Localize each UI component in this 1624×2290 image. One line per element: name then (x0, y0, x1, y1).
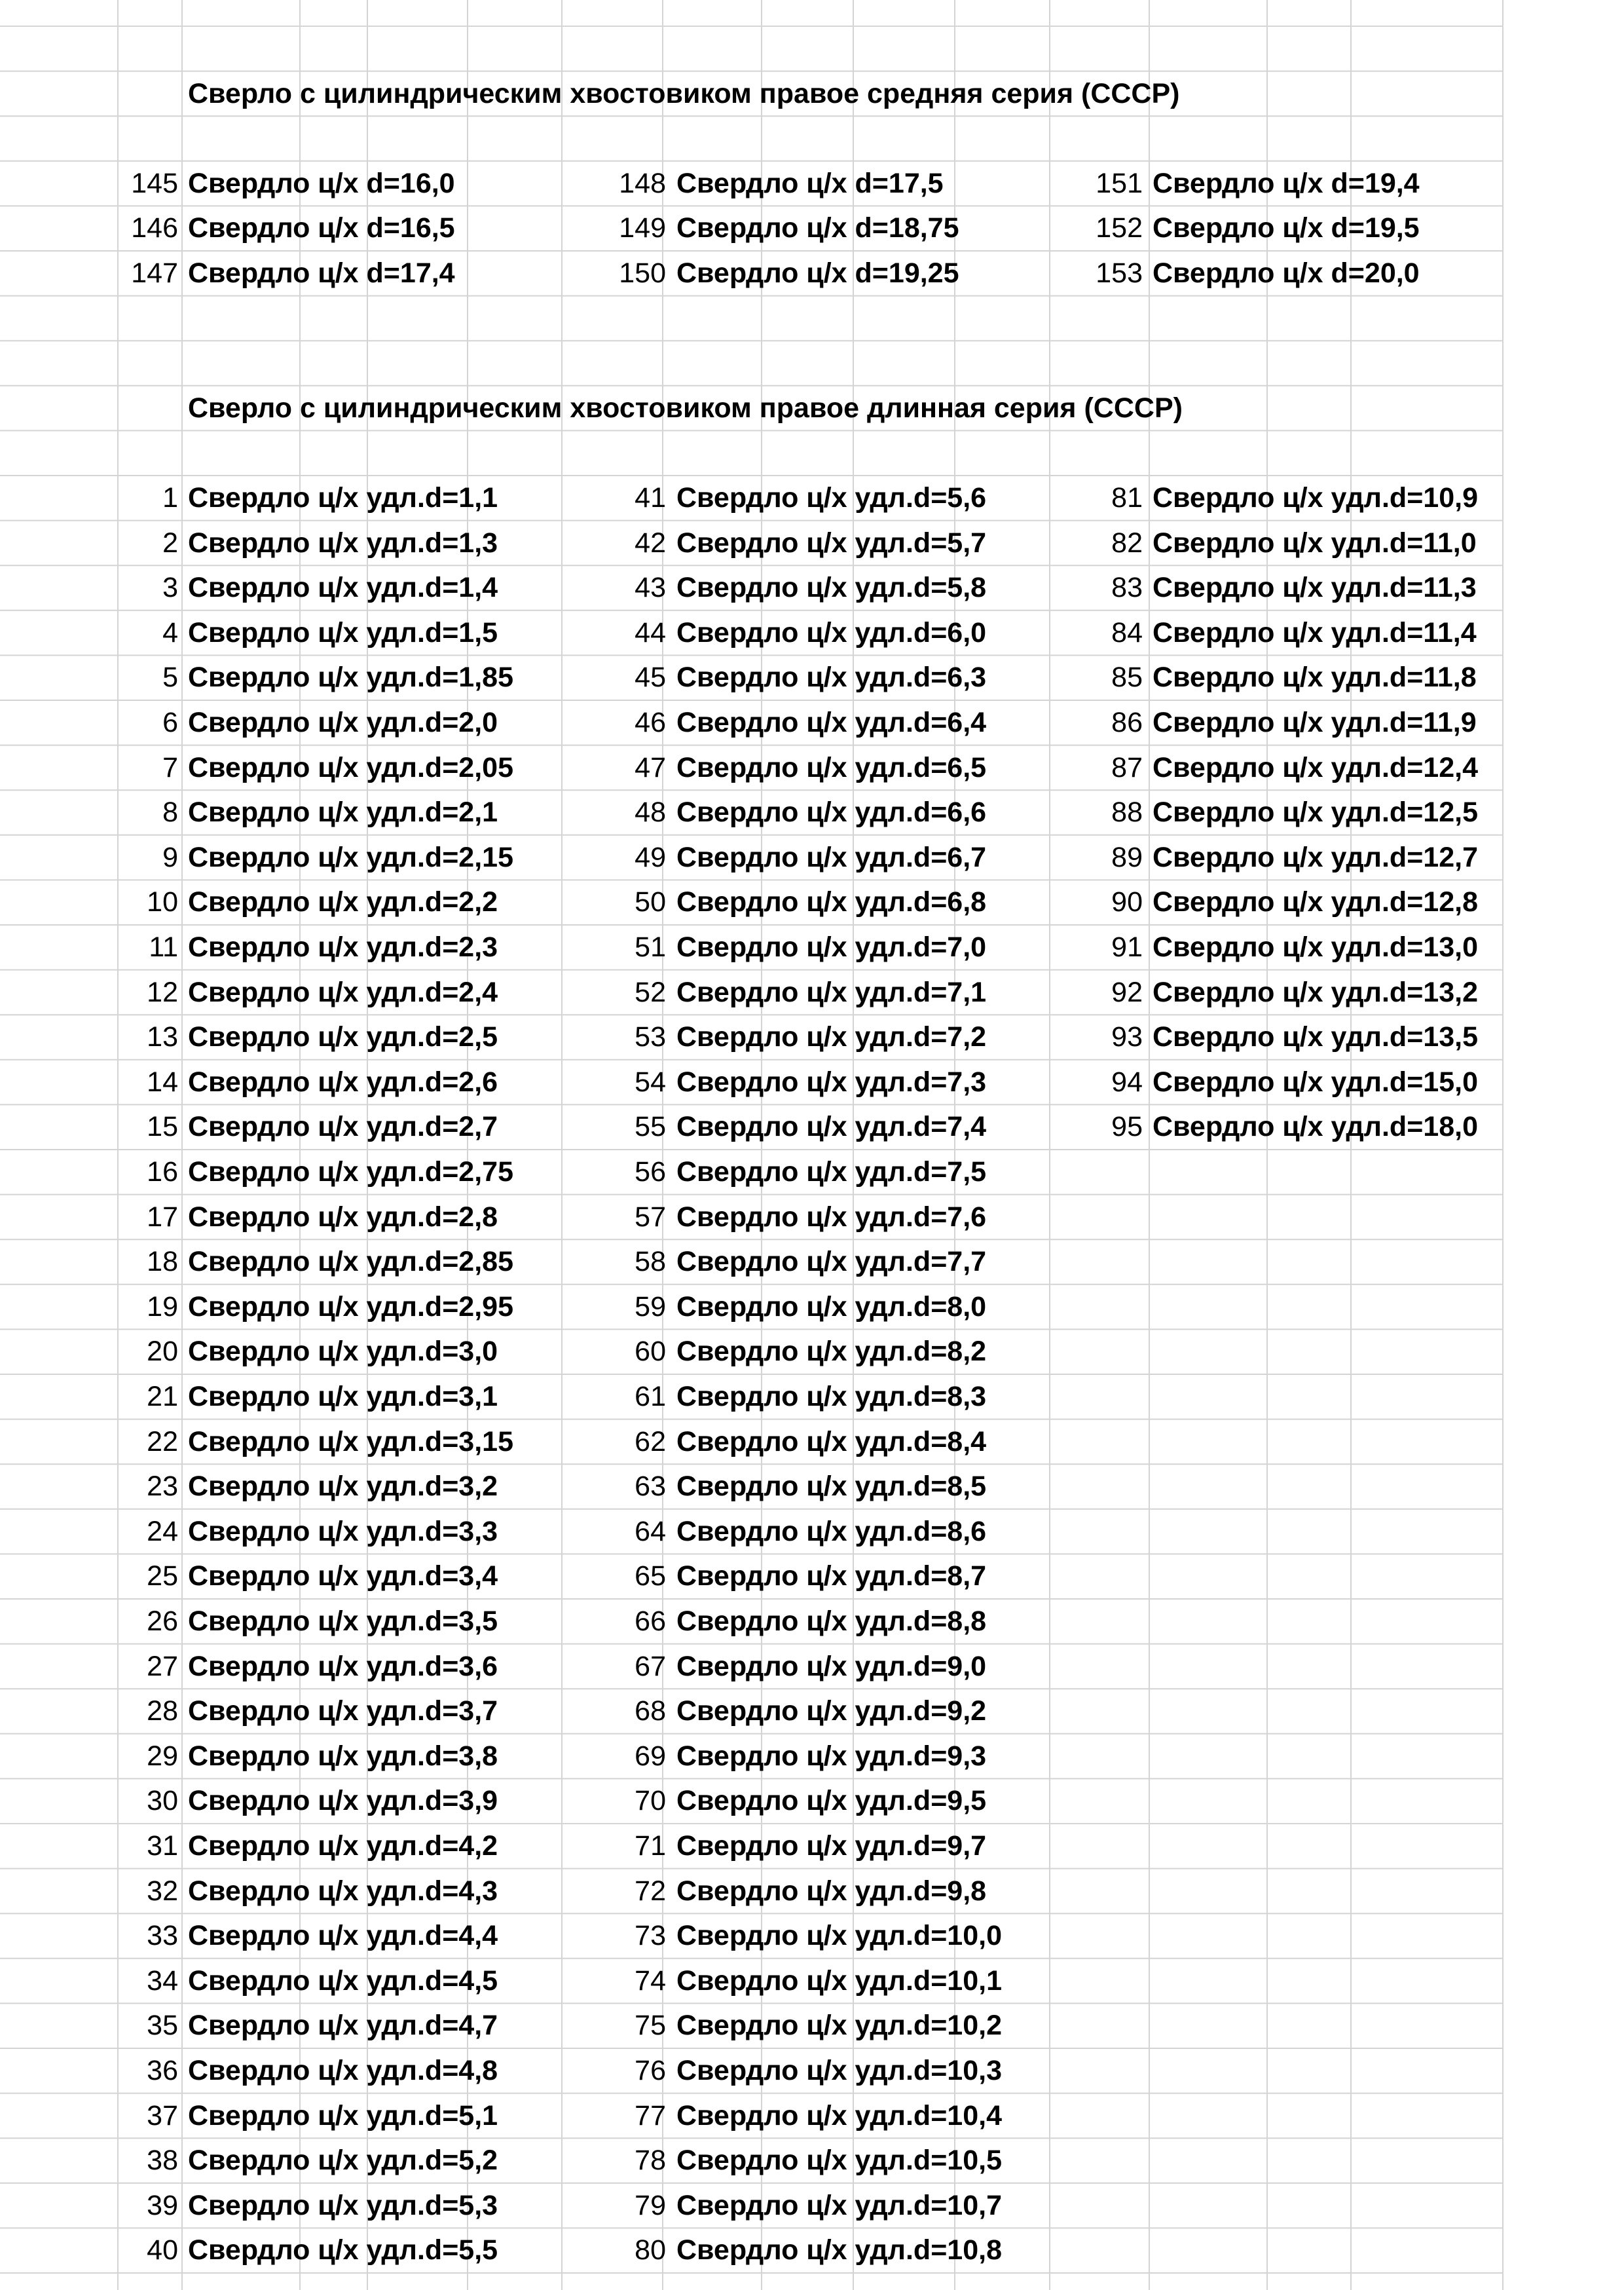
item-number: 32 (147, 1875, 178, 1907)
item-number: 70 (635, 1785, 666, 1817)
item-number: 56 (635, 1156, 666, 1188)
item-number: 4 (162, 616, 178, 648)
item-label: Свердло ц/х удл.d=7,6 (676, 1201, 987, 1233)
item-label: Свердло ц/х удл.d=10,8 (676, 2234, 1002, 2266)
item-number: 6 (162, 707, 178, 738)
item-label: Свердло ц/х удл.d=15,0 (1153, 1066, 1478, 1098)
item-number: 21 (147, 1381, 178, 1412)
item-label: Свердло ц/х удл.d=8,3 (676, 1381, 987, 1412)
item-label: Свердло ц/х удл.d=2,8 (188, 1201, 498, 1233)
item-number: 80 (635, 2234, 666, 2266)
item-label: Свердло ц/х удл.d=3,7 (188, 1695, 498, 1727)
item-number: 151 (1096, 167, 1143, 199)
item-label: Свердло ц/х d=16,0 (188, 167, 455, 199)
item-label: Свердло ц/х удл.d=9,7 (676, 1830, 987, 1862)
item-label: Свердло ц/х удл.d=10,5 (676, 2145, 1002, 2177)
item-label: Свердло ц/х удл.d=2,2 (188, 886, 498, 918)
item-label: Свердло ц/х удл.d=1,85 (188, 662, 513, 694)
item-label: Свердло ц/х удл.d=13,2 (1153, 976, 1478, 1008)
item-number: 33 (147, 1920, 178, 1952)
item-label: Свердло ц/х удл.d=5,3 (188, 2189, 498, 2221)
item-number: 59 (635, 1290, 666, 1323)
item-label: Свердло ц/х удл.d=1,3 (188, 527, 498, 559)
item-label: Свердло ц/х удл.d=4,5 (188, 1964, 498, 1997)
item-number: 3 (162, 572, 178, 604)
item-label: Свердло ц/х удл.d=5,6 (676, 482, 987, 514)
item-number: 60 (635, 1336, 666, 1368)
item-number: 8 (162, 797, 178, 829)
item-label: Свердло ц/х удл.d=3,1 (188, 1381, 498, 1412)
item-number: 58 (635, 1246, 666, 1278)
item-number: 85 (1111, 662, 1143, 694)
item-label: Свердло ц/х удл.d=6,6 (676, 797, 987, 829)
item-label: Свердло ц/х удл.d=3,8 (188, 1740, 498, 1772)
item-label: Свердло ц/х удл.d=6,5 (676, 751, 987, 783)
item-label: Свердло ц/х удл.d=5,7 (676, 527, 987, 559)
item-label: Свердло ц/х удл.d=10,0 (676, 1920, 1002, 1952)
item-number: 54 (635, 1066, 666, 1098)
item-number: 14 (147, 1066, 178, 1098)
item-label: Свердло ц/х d=20,0 (1153, 257, 1420, 289)
item-label: Свердло ц/х удл.d=5,8 (676, 572, 987, 604)
item-number: 28 (147, 1695, 178, 1727)
item-number: 84 (1111, 616, 1143, 648)
item-number: 63 (635, 1471, 666, 1503)
item-number: 13 (147, 1021, 178, 1053)
item-label: Свердло ц/х d=17,5 (676, 167, 944, 199)
item-number: 35 (147, 2010, 178, 2042)
item-label: Свердло ц/х удл.d=2,7 (188, 1111, 498, 1143)
item-number: 61 (635, 1381, 666, 1412)
item-label: Свердло ц/х удл.d=8,8 (676, 1605, 987, 1637)
item-label: Свердло ц/х удл.d=5,1 (188, 2099, 498, 2131)
item-number: 79 (635, 2189, 666, 2221)
item-number: 74 (635, 1964, 666, 1997)
item-number: 83 (1111, 572, 1143, 604)
item-label: Свердло ц/х удл.d=2,1 (188, 797, 498, 829)
item-number: 7 (162, 751, 178, 783)
item-number: 45 (635, 662, 666, 694)
item-label: Свердло ц/х удл.d=7,4 (676, 1111, 987, 1143)
item-label: Свердло ц/х удл.d=8,7 (676, 1560, 987, 1592)
item-label: Свердло ц/х d=19,5 (1153, 212, 1420, 244)
item-number: 62 (635, 1425, 666, 1457)
item-number: 17 (147, 1201, 178, 1233)
item-label: Свердло ц/х удл.d=2,85 (188, 1246, 513, 1278)
item-label: Свердло ц/х удл.d=9,5 (676, 1785, 987, 1817)
item-number: 90 (1111, 886, 1143, 918)
item-number: 24 (147, 1515, 178, 1547)
item-label: Свердло ц/х удл.d=9,0 (676, 1650, 987, 1682)
item-number: 75 (635, 2010, 666, 2042)
item-number: 73 (635, 1920, 666, 1952)
item-number: 81 (1111, 482, 1143, 514)
item-label: Свердло ц/х удл.d=12,8 (1153, 886, 1478, 918)
item-label: Свердло ц/х d=19,25 (676, 257, 959, 289)
item-label: Свердло ц/х удл.d=7,0 (676, 931, 987, 963)
item-number: 51 (635, 931, 666, 963)
item-label: Свердло ц/х удл.d=6,8 (676, 886, 987, 918)
item-label: Свердло ц/х удл.d=5,5 (188, 2234, 498, 2266)
item-number: 46 (635, 707, 666, 738)
item-number: 26 (147, 1605, 178, 1637)
item-number: 72 (635, 1875, 666, 1907)
item-number: 25 (147, 1560, 178, 1592)
item-number: 42 (635, 527, 666, 559)
item-number: 15 (147, 1111, 178, 1143)
item-number: 11 (149, 931, 178, 963)
item-label: Свердло ц/х удл.d=4,7 (188, 2010, 498, 2042)
item-number: 18 (147, 1246, 178, 1278)
item-number: 78 (635, 2145, 666, 2177)
section-title: Сверло с цилиндрическим хвостовиком правое средняя серия (СССР) (188, 77, 1180, 109)
item-label: Свердло ц/х удл.d=7,1 (676, 976, 987, 1008)
item-number: 147 (131, 257, 178, 289)
item-label: Свердло ц/х удл.d=2,95 (188, 1290, 513, 1323)
item-number: 50 (635, 886, 666, 918)
item-number: 5 (162, 662, 178, 694)
item-label: Свердло ц/х удл.d=3,3 (188, 1515, 498, 1547)
item-label: Свердло ц/х удл.d=9,8 (676, 1875, 987, 1907)
item-number: 19 (147, 1290, 178, 1323)
item-label: Свердло ц/х удл.d=11,3 (1153, 572, 1477, 604)
item-number: 29 (147, 1740, 178, 1772)
item-label: Свердло ц/х удл.d=12,5 (1153, 797, 1478, 829)
item-label: Свердло ц/х удл.d=6,7 (676, 841, 987, 873)
item-number: 55 (635, 1111, 666, 1143)
item-number: 146 (131, 212, 178, 244)
item-label: Свердло ц/х удл.d=7,5 (676, 1156, 987, 1188)
item-number: 52 (635, 976, 666, 1008)
item-label: Свердло ц/х d=16,5 (188, 212, 455, 244)
item-number: 150 (619, 257, 666, 289)
item-number: 86 (1111, 707, 1143, 738)
item-label: Свердло ц/х удл.d=4,3 (188, 1875, 498, 1907)
item-label: Свердло ц/х удл.d=1,1 (188, 482, 498, 514)
item-number: 23 (147, 1471, 178, 1503)
item-label: Свердло ц/х удл.d=18,0 (1153, 1111, 1478, 1143)
item-label: Свердло ц/х удл.d=10,2 (676, 2010, 1002, 2042)
item-label: Свердло ц/х удл.d=1,5 (188, 616, 498, 648)
item-label: Свердло ц/х удл.d=2,15 (188, 841, 513, 873)
item-number: 31 (147, 1830, 178, 1862)
item-number: 89 (1111, 841, 1143, 873)
item-number: 22 (147, 1425, 178, 1457)
item-label: Свердло ц/х d=18,75 (676, 212, 959, 244)
item-label: Свердло ц/х удл.d=3,2 (188, 1471, 498, 1503)
item-number: 12 (147, 976, 178, 1008)
item-label: Свердло ц/х удл.d=6,4 (676, 707, 987, 738)
item-number: 34 (147, 1964, 178, 1997)
item-label: Свердло ц/х удл.d=8,2 (676, 1336, 987, 1368)
item-label: Свердло ц/х удл.d=10,1 (676, 1964, 1002, 1997)
item-label: Свердло ц/х удл.d=6,0 (676, 616, 987, 648)
item-number: 91 (1111, 931, 1143, 963)
item-label: Свердло ц/х d=17,4 (188, 257, 455, 289)
item-number: 27 (147, 1650, 178, 1682)
item-number: 93 (1111, 1021, 1143, 1053)
item-label: Свердло ц/х удл.d=9,2 (676, 1695, 987, 1727)
item-number: 149 (619, 212, 666, 244)
item-number: 152 (1096, 212, 1143, 244)
item-label: Свердло ц/х удл.d=2,4 (188, 976, 498, 1008)
item-label: Свердло ц/х удл.d=11,0 (1153, 527, 1477, 559)
item-label: Свердло ц/х удл.d=10,3 (676, 2055, 1002, 2086)
item-number: 94 (1111, 1066, 1143, 1098)
item-label: Свердло ц/х удл.d=11,8 (1153, 662, 1477, 694)
item-number: 49 (635, 841, 666, 873)
item-number: 95 (1111, 1111, 1143, 1143)
item-number: 68 (635, 1695, 666, 1727)
item-number: 76 (635, 2055, 666, 2086)
item-number: 65 (635, 1560, 666, 1592)
item-number: 9 (162, 841, 178, 873)
item-label: Свердло ц/х удл.d=11,9 (1153, 707, 1477, 738)
item-number: 153 (1096, 257, 1143, 289)
item-label: Свердло ц/х удл.d=1,4 (188, 572, 498, 604)
item-number: 16 (147, 1156, 178, 1188)
item-number: 66 (635, 1605, 666, 1637)
item-number: 37 (147, 2099, 178, 2131)
item-number: 64 (635, 1515, 666, 1547)
item-number: 44 (635, 616, 666, 648)
item-number: 57 (635, 1201, 666, 1233)
item-label: Свердло ц/х удл.d=11,4 (1153, 616, 1477, 648)
item-label: Свердло ц/х удл.d=2,0 (188, 707, 498, 738)
item-label: Свердло ц/х удл.d=3,9 (188, 1785, 498, 1817)
item-number: 145 (131, 167, 178, 199)
item-label: Свердло ц/х удл.d=2,75 (188, 1156, 513, 1188)
item-number: 30 (147, 1785, 178, 1817)
item-label: Свердло ц/х d=19,4 (1153, 167, 1420, 199)
item-label: Свердло ц/х удл.d=4,4 (188, 1920, 498, 1952)
item-number: 2 (162, 527, 178, 559)
item-number: 88 (1111, 797, 1143, 829)
item-number: 36 (147, 2055, 178, 2086)
item-label: Свердло ц/х удл.d=4,2 (188, 1830, 498, 1862)
item-label: Свердло ц/х удл.d=3,15 (188, 1425, 513, 1457)
item-label: Свердло ц/х удл.d=2,05 (188, 751, 513, 783)
item-number: 38 (147, 2145, 178, 2177)
item-label: Свердло ц/х удл.d=3,5 (188, 1605, 498, 1637)
item-label: Свердло ц/х удл.d=3,6 (188, 1650, 498, 1682)
item-number: 67 (635, 1650, 666, 1682)
item-label: Свердло ц/х удл.d=2,6 (188, 1066, 498, 1098)
item-number: 82 (1111, 527, 1143, 559)
item-label: Свердло ц/х удл.d=4,8 (188, 2055, 498, 2086)
item-label: Свердло ц/х удл.d=10,4 (676, 2099, 1002, 2131)
item-number: 40 (147, 2234, 178, 2266)
section-title: Сверло с цилиндрическим хвостовиком правое длинная серия (СССР) (188, 392, 1183, 424)
item-number: 41 (635, 482, 666, 514)
item-number: 47 (635, 751, 666, 783)
item-label: Свердло ц/х удл.d=5,2 (188, 2145, 498, 2177)
item-number: 77 (635, 2099, 666, 2131)
item-label: Свердло ц/х удл.d=13,0 (1153, 931, 1478, 963)
item-number: 53 (635, 1021, 666, 1053)
item-label: Свердло ц/х удл.d=8,6 (676, 1515, 987, 1547)
item-number: 43 (635, 572, 666, 604)
item-label: Свердло ц/х удл.d=8,4 (676, 1425, 987, 1457)
item-number: 71 (635, 1830, 666, 1862)
item-label: Свердло ц/х удл.d=3,0 (188, 1336, 498, 1368)
item-number: 20 (147, 1336, 178, 1368)
item-label: Свердло ц/х удл.d=7,2 (676, 1021, 987, 1053)
item-label: Свердло ц/х удл.d=12,4 (1153, 751, 1478, 783)
item-label: Свердло ц/х удл.d=7,3 (676, 1066, 987, 1098)
item-label: Свердло ц/х удл.d=6,3 (676, 662, 987, 694)
item-label: Свердло ц/х удл.d=2,3 (188, 931, 498, 963)
item-label: Свердло ц/х удл.d=10,7 (676, 2189, 1002, 2221)
item-label: Свердло ц/х удл.d=10,9 (1153, 482, 1478, 514)
item-number: 148 (619, 167, 666, 199)
item-label: Свердло ц/х удл.d=8,0 (676, 1290, 987, 1323)
item-number: 39 (147, 2189, 178, 2221)
item-label: Свердло ц/х удл.d=9,3 (676, 1740, 987, 1772)
item-number: 92 (1111, 976, 1143, 1008)
item-label: Свердло ц/х удл.d=2,5 (188, 1021, 498, 1053)
item-label: Свердло ц/х удл.d=8,5 (676, 1471, 987, 1503)
item-number: 10 (147, 886, 178, 918)
item-label: Свердло ц/х удл.d=13,5 (1153, 1021, 1478, 1053)
item-number: 87 (1111, 751, 1143, 783)
item-number: 48 (635, 797, 666, 829)
item-label: Свердло ц/х удл.d=7,7 (676, 1246, 987, 1278)
item-label: Свердло ц/х удл.d=3,4 (188, 1560, 498, 1592)
item-number: 69 (635, 1740, 666, 1772)
item-number: 1 (162, 482, 178, 514)
item-label: Свердло ц/х удл.d=12,7 (1153, 841, 1478, 873)
